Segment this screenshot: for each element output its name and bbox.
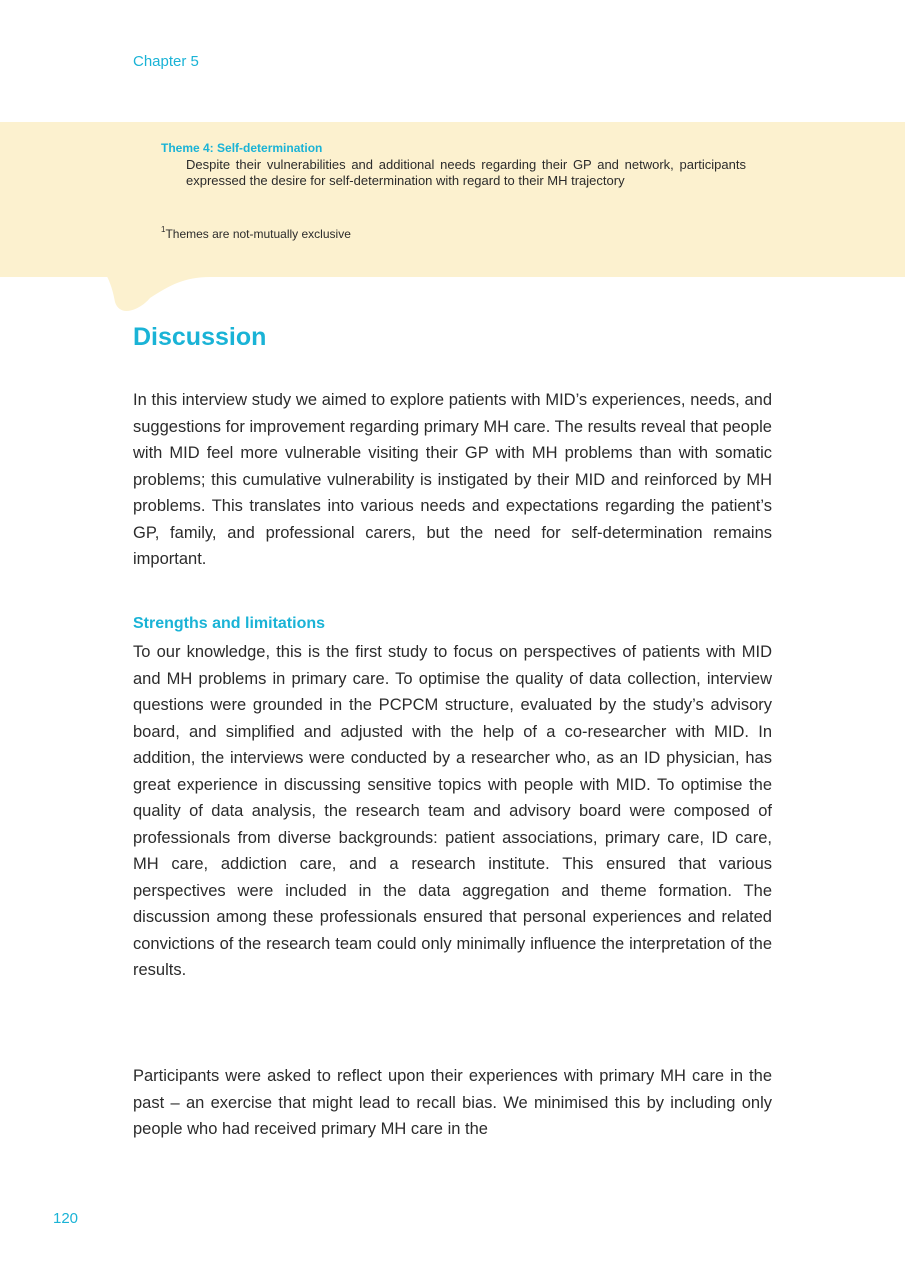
table-footnote	[161, 227, 351, 241]
footnote-mark: 1	[161, 225, 166, 234]
chapter-label: Chapter 5	[133, 53, 199, 70]
subheading-strengths-limitations: Strengths and limitations	[133, 615, 326, 632]
paragraph: Participants were asked to reflect upon their experiences with primary MH care in the past – an exercise that might lead to recall bias. We minimised this by including only people who had received primary MH care in the	[133, 1067, 772, 1138]
decorative-wave-shape	[0, 230, 905, 320]
paragraph: To our knowledge, this is the first study to focus on perspectives of patients with MID and MH problems in primary care. To optimise the quality of data collection, interview questions were grounded in the PCPCM structure, evaluated by the study’s advisory board, and simplified and adjusted with the help of a co-researcher with MID. In addition, the interviews were conducted by a researcher who, as an ID physician, has great experience in discussing sensitive topics with people with MID. To optimise the quality of data analysis, the research team and advisory board were composed of professionals from diverse backgrounds: patient associations, primary care, ID care, MH care, addiction care, and a research institute. This ensured that various perspectives were included in the data aggregation and theme formation. The discussion among these professionals ensured that personal experiences and related convictions of the research team could only minimally influence the interpretation of the results.	[133, 643, 772, 979]
section-heading-discussion: Discussion	[133, 323, 267, 351]
page-number: 120	[53, 1210, 79, 1227]
footnote-text: Themes are not-mutually exclusive	[165, 227, 351, 241]
paragraph: In this interview study we aimed to explore patients with MID’s experiences, needs, and suggestions for improvement regarding primary MH care. The results reveal that people with MID feel more vulnerable visiting their GP with MH problems than with somatic problems; this cumulative vulnerability is instigated by their MID and reinforced by MH problems. This translates into various needs and expectations regarding the patient’s GP, family, and professional carers, but the need for self-determination remains important.	[133, 391, 772, 568]
theme-description: Despite their vulnerabilities and additional needs regarding their GP and network, participants expressed the desire for self-determination with regard to their MH trajectory	[186, 157, 746, 188]
theme-title: Theme 4: Self-determination	[161, 141, 323, 155]
